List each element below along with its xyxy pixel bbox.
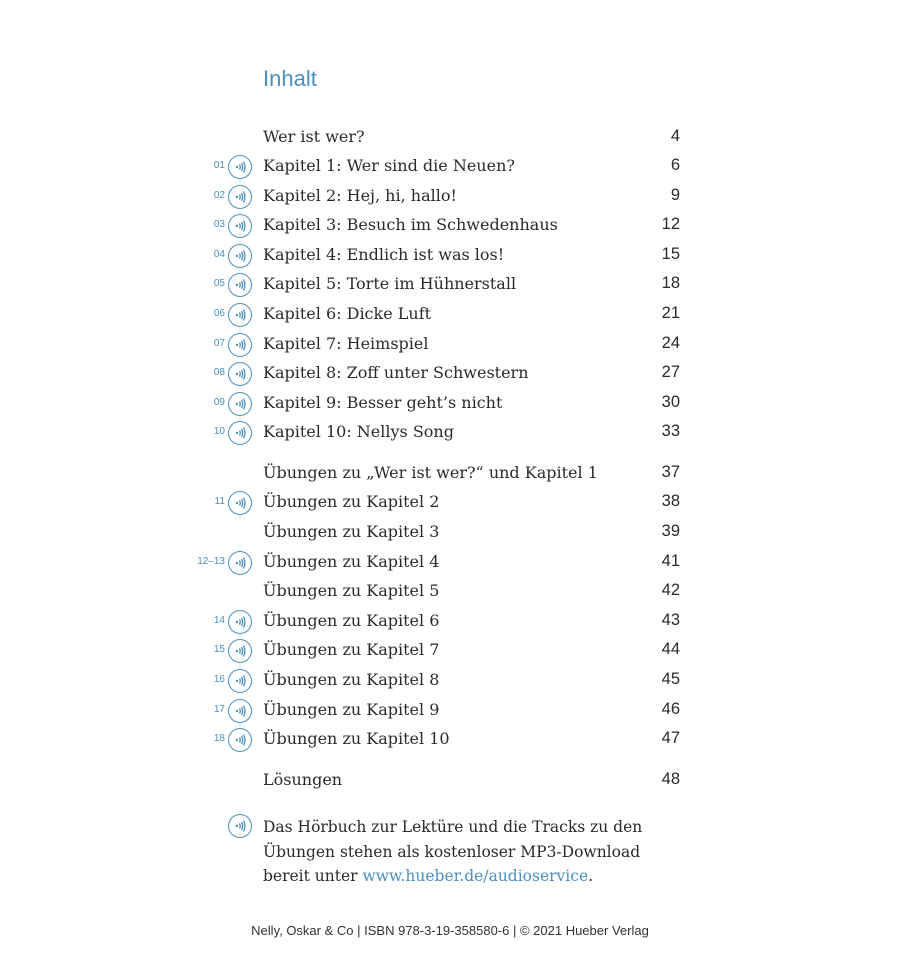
track-number: 17	[213, 704, 225, 715]
toc-page-number: 42	[661, 581, 680, 599]
toc-page-number: 37	[661, 463, 680, 481]
toc-entry[interactable]	[0, 362, 900, 388]
note-line-3	[263, 864, 683, 889]
audioservice-link[interactable]: www.hueber.de/audioservice	[362, 867, 589, 885]
toc-entry-title: Kapitel 3: Besuch im Schwedenhaus	[263, 215, 558, 234]
toc-page-number: 30	[661, 393, 680, 411]
note-prefix: bereit unter	[263, 867, 363, 885]
toc-entry-title: Kapitel 1: Wer sind die Neuen?	[263, 156, 515, 175]
toc-entry-title: Kapitel 2: Hej, hi, hallo!	[263, 186, 457, 205]
toc-entry-title: Übungen zu Kapitel 5	[263, 581, 440, 600]
track-number: 02	[213, 190, 225, 201]
toc-entry[interactable]	[0, 273, 900, 299]
toc-page-number: 27	[661, 363, 680, 381]
audio-icon[interactable]	[228, 303, 252, 327]
toc-entry-title: Wer ist wer?	[263, 127, 365, 146]
audio-icon[interactable]	[228, 421, 252, 445]
toc-entry-title: Lösungen	[263, 770, 343, 789]
toc-page-number: 46	[661, 700, 680, 718]
audio-download-note	[263, 815, 683, 889]
toc-entry-title: Kapitel 4: Endlich ist was los!	[263, 245, 505, 264]
page-title: Inhalt	[263, 66, 317, 91]
toc-page-number: 4	[670, 127, 680, 145]
toc-page-number: 21	[661, 304, 680, 322]
toc-page-number: 43	[661, 611, 680, 629]
track-number: 03	[213, 219, 225, 230]
toc-entry-title: Übungen zu Kapitel 10	[263, 729, 450, 748]
track-number: 06	[213, 308, 225, 319]
audio-icon[interactable]	[228, 185, 252, 209]
track-number: 15	[213, 644, 225, 655]
toc-entry-title: Übungen zu Kapitel 8	[263, 670, 440, 689]
audio-icon[interactable]	[228, 669, 252, 693]
audio-icon	[228, 814, 252, 838]
toc-entry[interactable]	[0, 769, 900, 795]
toc-entry-title: Übungen zu Kapitel 2	[263, 492, 440, 511]
toc-entry[interactable]	[0, 728, 900, 754]
toc-page-number: 41	[661, 552, 680, 570]
toc-entry-title: Übungen zu Kapitel 3	[263, 522, 440, 541]
audio-icon[interactable]	[228, 610, 252, 634]
toc-entry-title: Übungen zu „Wer ist wer?“ und Kapitel 1	[263, 463, 598, 482]
toc-entry[interactable]	[0, 639, 900, 665]
toc-entry[interactable]	[0, 669, 900, 695]
toc-entry[interactable]	[0, 491, 900, 517]
toc-entry[interactable]	[0, 244, 900, 270]
audio-icon[interactable]	[228, 392, 252, 416]
track-number: 18	[213, 733, 225, 744]
note-line-1: Das Hörbuch zur Lektüre und die Tracks zu den	[263, 818, 643, 836]
toc-entry[interactable]	[0, 580, 900, 606]
track-number: 05	[213, 278, 225, 289]
toc-page-number: 12	[661, 215, 680, 233]
toc-page-number: 24	[661, 334, 680, 352]
toc-entry-title: Kapitel 8: Zoff unter Schwestern	[263, 363, 529, 382]
toc-entry[interactable]	[0, 551, 900, 577]
toc-entry[interactable]	[0, 699, 900, 725]
toc-entry[interactable]	[0, 462, 900, 488]
footer: Nelly, Oskar & Co | ISBN 978-3-19-358580-6 | © 2021 Hueber Verlag	[251, 923, 649, 938]
toc-entry[interactable]	[0, 421, 900, 447]
toc-page-number: 15	[661, 245, 680, 263]
track-number: 10	[213, 426, 225, 437]
track-number: 08	[213, 367, 225, 378]
track-number: 01	[213, 160, 225, 171]
toc-page-number: 9	[670, 186, 680, 204]
audio-icon[interactable]	[228, 728, 252, 752]
track-number: 07	[213, 338, 225, 349]
note-line-2: Übungen stehen als kostenloser MP3-Download	[263, 842, 641, 861]
track-number: 09	[213, 397, 225, 408]
toc-entry[interactable]	[0, 392, 900, 418]
toc-page-number: 18	[661, 274, 680, 292]
toc-page-number: 33	[661, 422, 680, 440]
track-number: 14	[213, 615, 225, 626]
toc-entry[interactable]	[0, 126, 900, 152]
note-suffix: .	[588, 867, 594, 885]
toc-page-number: 47	[661, 729, 680, 747]
toc-entry[interactable]	[0, 155, 900, 181]
toc-entry-title: Übungen zu Kapitel 9	[263, 700, 440, 719]
track-number: 11	[214, 496, 225, 507]
audio-icon[interactable]	[228, 551, 252, 575]
track-number: 04	[213, 249, 225, 260]
track-number: 16	[213, 674, 225, 685]
toc-page-number: 44	[661, 640, 680, 658]
audio-icon[interactable]	[228, 362, 252, 386]
track-number: 12–13	[197, 556, 225, 567]
toc-entry[interactable]	[0, 214, 900, 240]
toc-entry[interactable]	[0, 185, 900, 211]
toc-page-number: 39	[661, 522, 680, 540]
toc-entry-title: Kapitel 7: Heimspiel	[263, 334, 429, 353]
audio-icon[interactable]	[228, 155, 252, 179]
toc-entry[interactable]	[0, 303, 900, 329]
toc-entry-title: Kapitel 9: Besser geht’s nicht	[263, 393, 503, 412]
toc-entry-title: Kapitel 6: Dicke Luft	[263, 304, 432, 323]
audio-icon[interactable]	[228, 244, 252, 268]
audio-icon[interactable]	[228, 639, 252, 663]
toc-page-number: 6	[670, 156, 680, 174]
toc-entry[interactable]	[0, 333, 900, 359]
audio-icon[interactable]	[228, 214, 252, 238]
toc-entry-title: Übungen zu Kapitel 7	[263, 640, 440, 659]
toc-entry[interactable]	[0, 521, 900, 547]
audio-icon[interactable]	[228, 273, 252, 297]
toc-entry[interactable]	[0, 610, 900, 636]
audio-icon[interactable]	[228, 699, 252, 723]
audio-icon[interactable]	[228, 333, 252, 357]
toc-page-number: 45	[661, 670, 680, 688]
toc-entry-title: Kapitel 5: Torte im Hühnerstall	[263, 274, 517, 293]
toc-entry-title: Übungen zu Kapitel 6	[263, 611, 440, 630]
toc-page-number: 48	[661, 770, 680, 788]
toc-page-number: 38	[661, 492, 680, 510]
audio-icon[interactable]	[228, 491, 252, 515]
toc-entry-title: Übungen zu Kapitel 4	[263, 552, 440, 571]
toc-entry-title: Kapitel 10: Nellys Song	[263, 422, 454, 441]
